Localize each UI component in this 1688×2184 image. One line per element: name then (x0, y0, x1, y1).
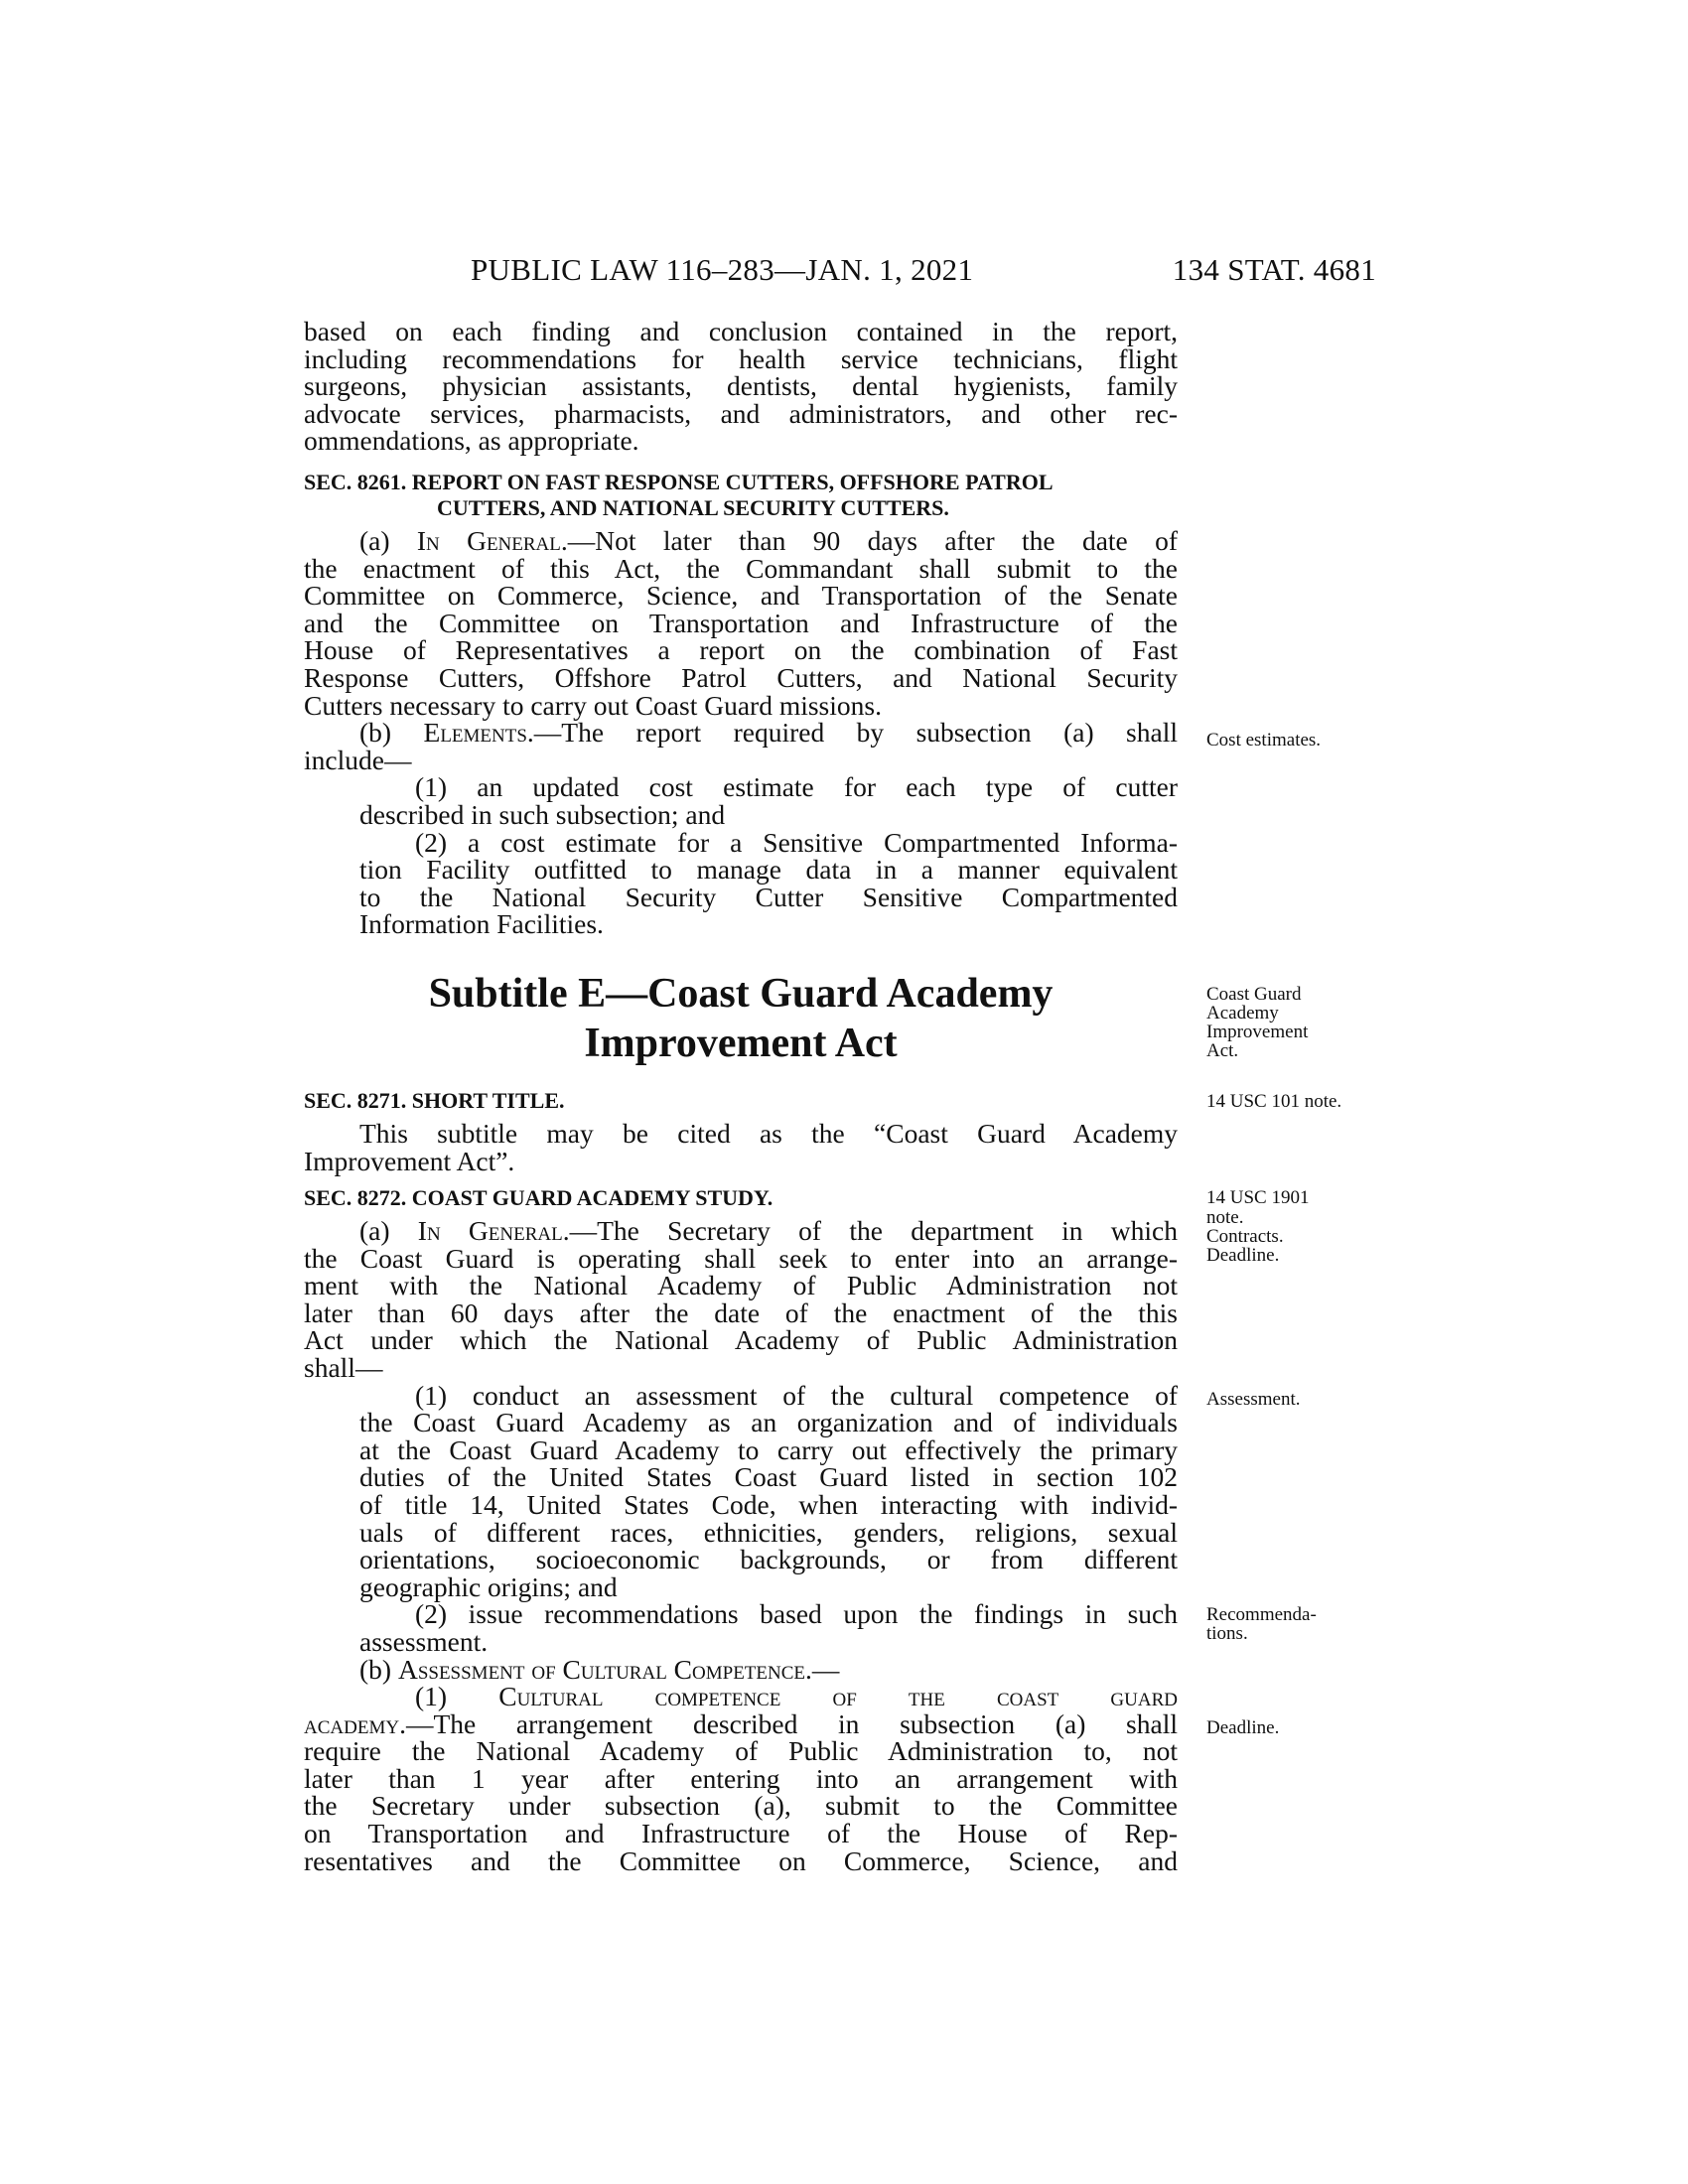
paragraph-8272-a2: (2) issue recommendations based upon the findings in such (415, 1598, 1178, 1630)
section-heading-8261: SEC. 8261. REPORT ON FAST RESPONSE CUTTERS, OFFSHORE PATROL (304, 470, 1054, 494)
subsection-b: (b) Elements.—The report required by subsection (a) shall (359, 717, 1178, 749)
paragraph-b1: (1) an updated cost estimate for each type of cutter (415, 771, 1178, 803)
margin-note-usc-1901-note: note. (1206, 1207, 1244, 1228)
margin-note-deadline: Deadline. (1206, 1245, 1280, 1266)
section-8261-body: (a) In General.—Not later than 90 days after the date of the enactment of this Act, the Commandant shall submit to the Committee on Commerce, Science, and Transportation of the Senate and the Committee on Transportation and Infrastructure of the House of Representatives a report on the combination of Fast Response Cutters, Offshore Patrol Cutters, and National Security Cutters necessary to carry out Coast Guard missions. (b) Elements.—The report required by subsection (a) shall include— (1) an updated cost estimate for each type of cutter described in such subsection; and (2) a cost estimate for a Sensitive Compartmented Informa- tion Facility outfitted to manage data in a manner equivalent to the National Security Cutter Sensitive Compartmented Information Facilities. (304, 525, 1179, 940)
continuation-paragraph: based on each finding and conclusion contained in the report, including recommendations for health service technicians, flight surgeons, physician assistants, dentists, dental hygienists, family advocate services, pharmacists, and administrators, and other rec- ommendations, as appropriate. (304, 316, 1178, 457)
margin-note-cga-3: Improvement (1206, 1022, 1309, 1042)
margin-note-assessment: Assessment. (1206, 1389, 1301, 1410)
short-title-paragraph: This subtitle may be cited as the “Coast Guard Academy Improvement Act”. (304, 1118, 1178, 1176)
paragraph-8272-b1: (1) Cultural competence of the coast guard (415, 1681, 1178, 1712)
subsection-a: (a) In General.—Not later than 90 days after the date of (359, 525, 1179, 556)
margin-note-usc-1901: 14 USC 1901 (1206, 1187, 1310, 1208)
running-header (304, 252, 1376, 292)
margin-note-recommendations-cont: tions. (1206, 1623, 1248, 1644)
subtitle-heading: Subtitle E—Coast Guard Academy Improvement Act (428, 971, 1054, 1066)
paragraph-8272-a1: (1) conduct an assessment of the cultural competence of (415, 1379, 1178, 1411)
statute-page-number: 134 STAT. 4681 (1172, 252, 1376, 287)
section-heading-8272: SEC. 8272. COAST GUARD ACADEMY STUDY. (304, 1185, 774, 1210)
paragraph-b2: (2) a cost estimate for a Sensitive Compartmented Informa- (415, 826, 1178, 858)
subsection-8272-b: (b) Assessment of Cultural Competence.— (359, 1653, 840, 1685)
section-heading-8271: SEC. 8271. SHORT TITLE. (304, 1088, 565, 1113)
margin-note-deadline-2: Deadline. (1206, 1717, 1280, 1738)
public-law-title: PUBLIC LAW 116–283—JAN. 1, 2021 (471, 252, 974, 287)
margin-note-recommendations: Recommenda- (1206, 1604, 1317, 1625)
margin-note-cga-2: Academy (1206, 1003, 1279, 1024)
margin-note-cga-1: Coast Guard (1206, 984, 1302, 1005)
margin-note-cga-4: Act. (1206, 1040, 1239, 1061)
subsection-8272-a: (a) In General.—The Secretary of the department in which (359, 1215, 1179, 1246)
margin-note-contracts: Contracts. (1206, 1226, 1284, 1247)
section-8272-body: (a) In General.—The Secretary of the department in which the Coast Guard is operating shall seek to enter into an arrange- ment with the National Academy of Public Administration not later than 60 days after the date of the enactment of the this Act under which the National Academy of Public Administration shall— (1) conduct an assessment of the cultural competence of the Coast Guard Academy as an organization and of individuals at the Coast Guard Academy to carry out effectively the primary duties of the United States Coast Guard listed in section 102 of title 14, United States Code, when interacting with individ- uals of different races, ethnicities, genders, religions, sexual orientations, socioeconomic backgrounds, or from different geographic origins; and (2) issue recommendations based upon the findings in such assessment. (b) Assessment of Cultural Competence.— (1) Cultural competence of the coast guard academy.—The arrangement described in subsection (a) shall require the National Academy of Public Administration to, not later than 1 year after entering into an arrangement with the Secretary under subsection (a), submit to the Committee on Transportation and Infrastructure of the House of Rep- resentatives and the Committee on Commerce, Science, and (304, 1215, 1179, 1876)
margin-note-cost-estimates: Cost estimates. (1206, 730, 1322, 751)
margin-note-usc-101: 14 USC 101 note. (1206, 1091, 1342, 1112)
section-heading-8261-cont: CUTTERS, AND NATIONAL SECURITY CUTTERS. (437, 495, 949, 520)
